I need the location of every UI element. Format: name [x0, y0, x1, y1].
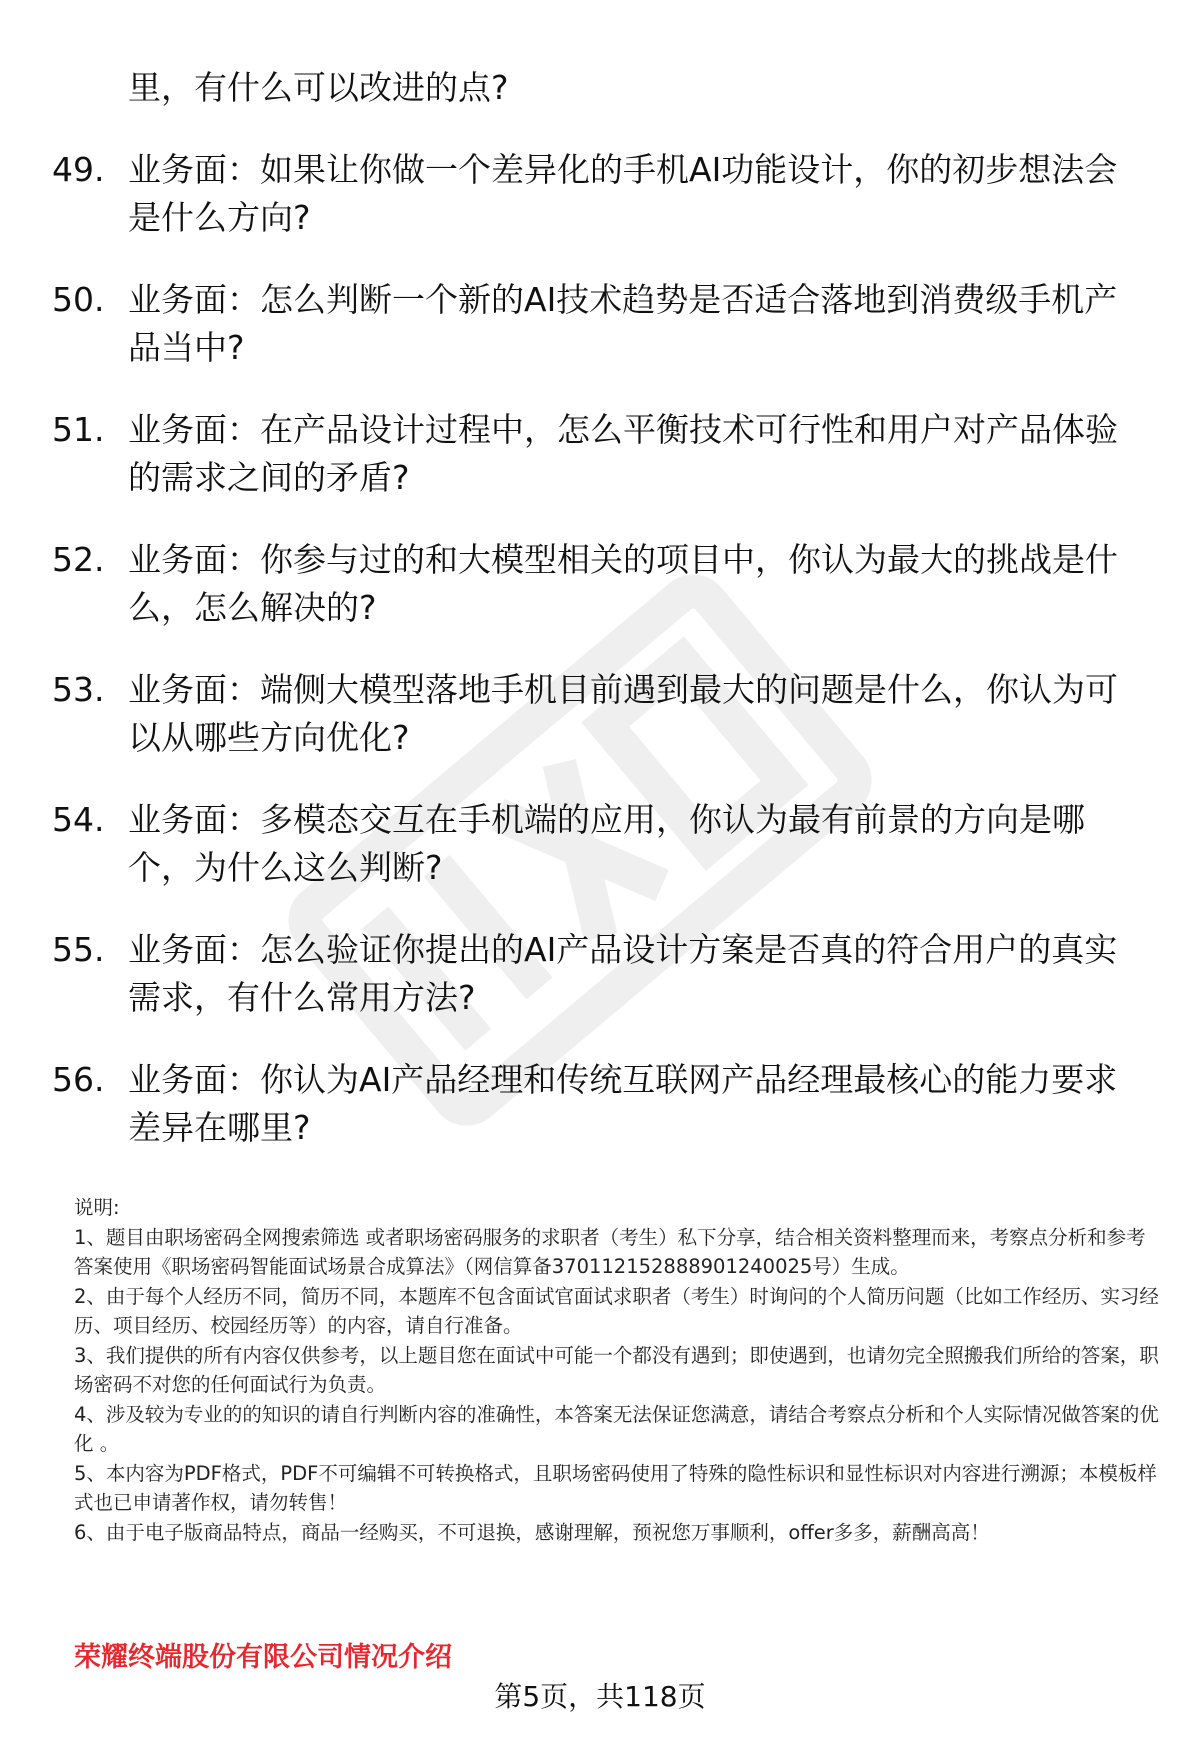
question-text: 业务面：端侧大模型落地手机目前遇到最大的问题是什么，你认为可以从哪些方向优化? [128, 670, 1118, 757]
question-text: 业务面：在产品设计过程中，怎么平衡技术可行性和用户对产品体验的需求之间的矛盾? [128, 410, 1118, 497]
question-item [0, 926, 1138, 1022]
note-item: 4、涉及较为专业的的知识的请自行判断内容的准确性，本答案无法保证您满意，请结合考察点分析和个人实际情况做答案的优化 。 [74, 1402, 1159, 1455]
question-text: 业务面：多模态交互在手机端的应用，你认为最有前景的方向是哪个，为什么这么判断? [128, 800, 1085, 887]
question-text: 业务面：你认为AI产品经理和传统互联网产品经理最核心的能力要求差异在哪里? [128, 1060, 1118, 1147]
note-item: 6、由于电子版商品特点，商品一经购买，不可退换，感谢理解，预祝您万事顺利，offer多多，薪酬高高！ [74, 1520, 990, 1544]
note-item: 3、我们提供的所有内容仅供参考，以上题目您在面试中可能一个都没有遇到；即使遇到，也请勿完全照搬我们所给的答案，职场密码不对您的任何面试行为负责。 [74, 1343, 1159, 1396]
question-item [0, 666, 1138, 762]
question-number: 53. [52, 670, 105, 709]
question-list [0, 146, 1200, 1186]
question-number: 51. [52, 410, 105, 449]
question-item [0, 1056, 1138, 1152]
continued-question-text: 里，有什么可以改进的点? [128, 68, 509, 107]
notes-heading: 说明: [74, 1196, 120, 1219]
note-item: 5、本内容为PDF格式，PDF不可编辑不可转换格式，且职场密码使用了特殊的隐性标识和显性标识对内容进行溯源；本模板样式也已申请著作权，请勿转售！ [74, 1461, 1157, 1514]
question-text: 业务面：怎么验证你提出的AI产品设计方案是否真的符合用户的真实需求，有什么常用方法? [128, 930, 1118, 1017]
question-item [0, 406, 1138, 502]
question-item [0, 536, 1138, 632]
question-text: 业务面：你参与过的和大模型相关的项目中，你认为最大的挑战是什么，怎么解决的? [128, 540, 1118, 627]
notes-section [74, 1193, 1160, 1547]
question-item [0, 796, 1138, 892]
question-text: 业务面：怎么判断一个新的AI技术趋势是否适合落地到消费级手机产品当中? [128, 280, 1118, 367]
note-item: 2、由于每个人经历不同，简历不同，本题库不包含面试官面试求职者（考生）时询问的个人简历问题（比如工作经历、实习经历、项目经历、校园经历等）的内容，请自行准备。 [74, 1284, 1159, 1337]
company-heading: 荣耀终端股份有限公司情况介绍 [74, 1642, 452, 1673]
question-item [0, 146, 1138, 242]
question-number: 56. [52, 1060, 105, 1099]
question-number: 50. [52, 280, 105, 319]
question-number: 52. [52, 540, 105, 579]
page-number: 第5页，共118页 [494, 1680, 706, 1713]
question-number: 49. [52, 150, 105, 189]
question-number: 54. [52, 800, 105, 839]
note-item: 1、题目由职场密码全网搜索筛选 或者职场密码服务的求职者（考生）私下分享，结合相关资料整理而来，考察点分析和参考答案使用《职场密码智能面试场景合成算法》（网信算备370112152888901240025号）生成。 [74, 1225, 1146, 1278]
question-item [0, 276, 1138, 372]
question-number: 55. [52, 930, 105, 969]
question-text: 业务面：如果让你做一个差异化的手机AI功能设计，你的初步想法会是什么方向? [128, 150, 1118, 237]
